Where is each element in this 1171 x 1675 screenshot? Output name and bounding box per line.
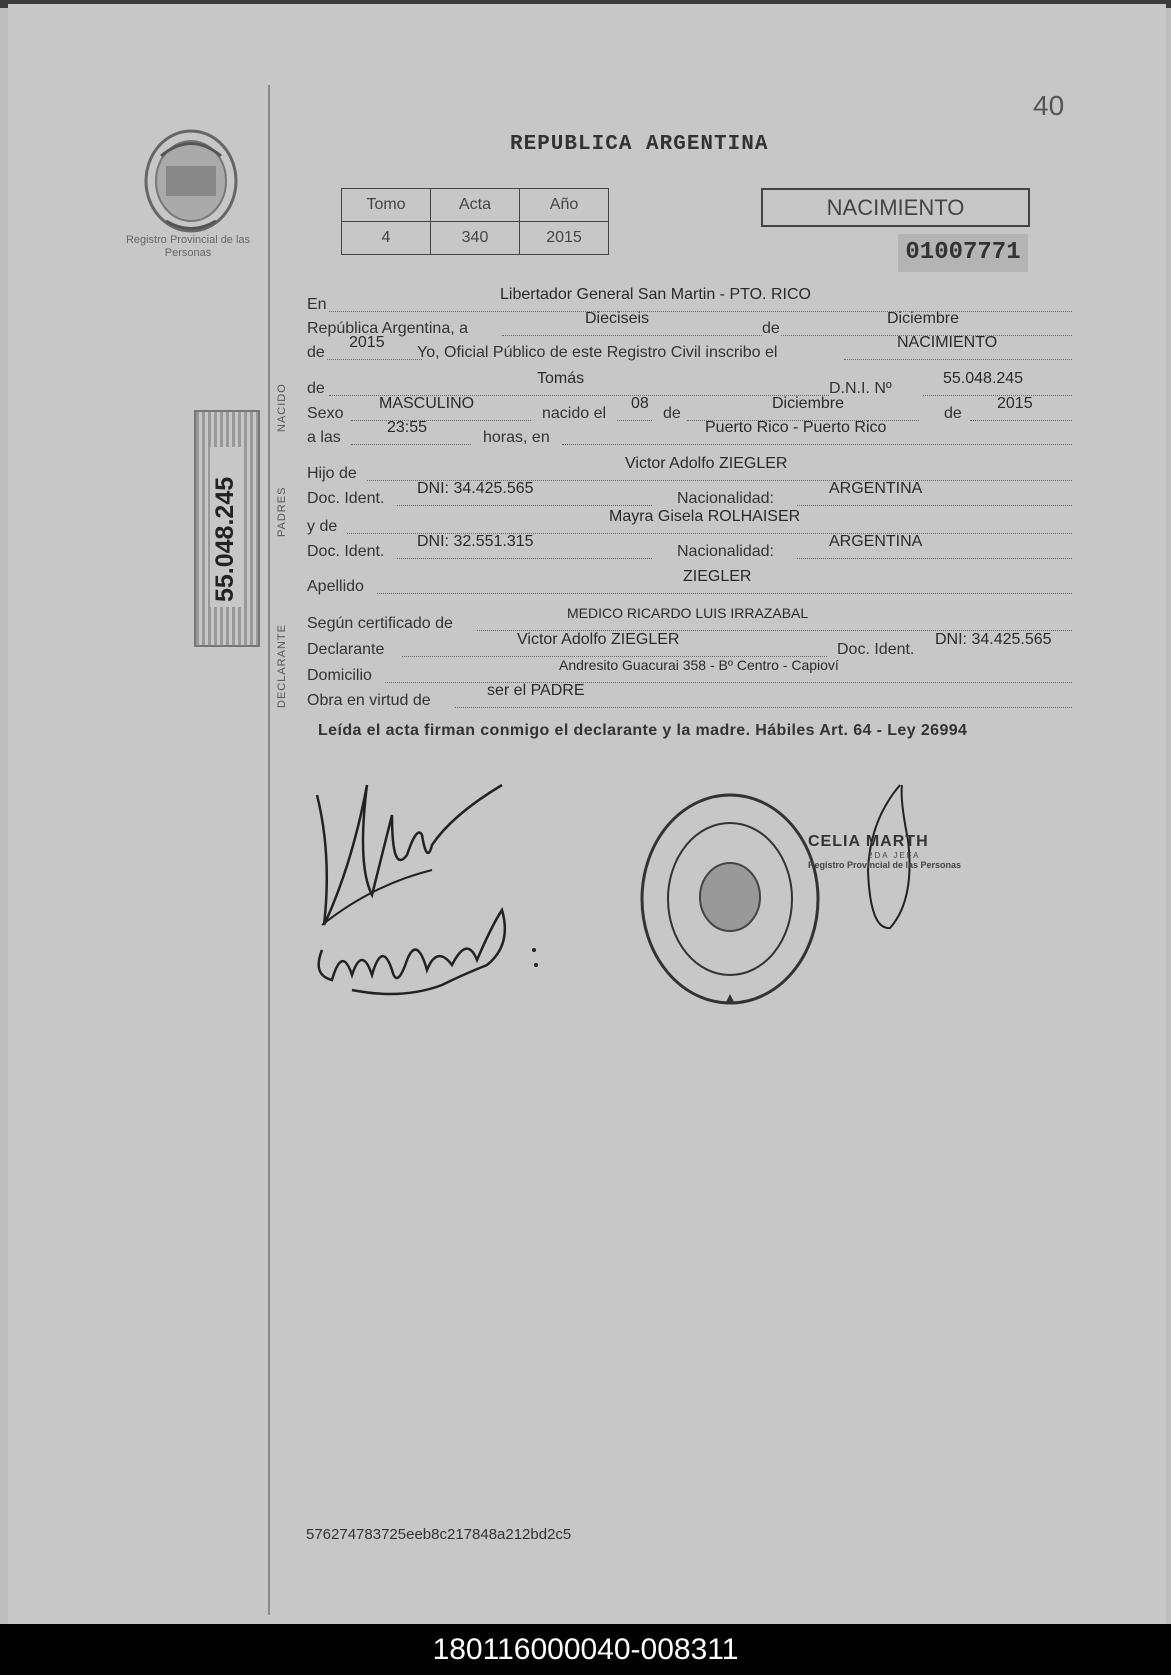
- value-dni: 55.048.245: [943, 370, 1024, 387]
- value-apellido: ZIEGLER: [683, 568, 752, 585]
- scan-footer-id: 180116000040-008311: [0, 1624, 1171, 1675]
- row-padre-doc: [307, 480, 1072, 510]
- serial-number: 01007771: [898, 234, 1028, 272]
- value-dia: Dieciseis: [585, 310, 650, 327]
- row-hora: [307, 419, 1072, 449]
- row-apellido: [307, 568, 1072, 598]
- label-yo: Yo, Oficial Público de este Registro Civil inscribo el: [417, 344, 778, 361]
- value-nac-mes: Diciembre: [772, 395, 845, 412]
- label-horas-en: horas, en: [483, 429, 550, 446]
- document-title: REPUBLICA ARGENTINA: [510, 133, 769, 156]
- dni-strip-number: 55.048.245: [211, 476, 239, 602]
- value-padre-nac: ARGENTINA: [829, 480, 923, 497]
- registry-table: [341, 188, 609, 255]
- row-domicilio: [307, 657, 1072, 687]
- label-declarante: Declarante: [307, 641, 385, 658]
- official-office: Registro Provincial de las Personas: [808, 860, 962, 870]
- value-padre: Victor Adolfo ZIEGLER: [625, 455, 788, 472]
- value-hora: 23:55: [387, 419, 428, 436]
- value-madre: Mayra Gisela ROLHAISER: [609, 508, 801, 525]
- value-declarante-doc: DNI: 34.425.565: [935, 631, 1052, 648]
- official-name: CELIA MARTH: [808, 833, 929, 850]
- value-nac-dia: 08: [631, 395, 649, 412]
- label-de-anio: de: [944, 405, 962, 422]
- label-apellido: Apellido: [307, 578, 364, 595]
- label-nacionalidad-2: Nacionalidad:: [677, 543, 774, 560]
- value-nac-anio: 2015: [997, 395, 1033, 412]
- value-tomo: 4: [342, 222, 431, 255]
- closing-statement: Leída el acta firman conmigo el declarante y la madre. Hábiles Art. 64 - Ley 26994: [318, 722, 968, 739]
- label-de2: de: [307, 344, 325, 361]
- label-nacionalidad: Nacionalidad:: [677, 490, 774, 507]
- label-de: de: [762, 320, 780, 337]
- row-virtud: [307, 682, 1072, 712]
- document-hash: 576274783725eeb8c217848a212bd2c5: [306, 1526, 572, 1543]
- label-segun: Según certificado de: [307, 615, 453, 632]
- value-certificado: MEDICO RICARDO LUIS IRRAZABAL: [567, 605, 809, 621]
- value-padre-doc: DNI: 34.425.565: [417, 480, 534, 497]
- value-anio: 2015: [520, 222, 609, 255]
- value-lugar: Libertador General San Martin - PTO. RICO: [500, 286, 811, 303]
- value-acta: 340: [431, 222, 520, 255]
- label-de-mes: de: [663, 405, 681, 422]
- dni-label-strip: [194, 410, 260, 647]
- label-obra: Obra en virtud de: [307, 692, 431, 709]
- value-domicilio: Andresito Guacurai 358 - Bº Centro - Capioví: [559, 657, 839, 673]
- label-nacido-el: nacido el: [542, 405, 607, 422]
- label-de-nombre: de: [307, 380, 325, 397]
- label-doc-ident-3: Doc. Ident.: [837, 641, 915, 658]
- value-sexo: MASCULINO: [379, 395, 475, 412]
- label-republica: República Argentina, a: [307, 320, 468, 337]
- official-role: 2DA JEFA: [868, 851, 921, 860]
- value-anio: 2015: [349, 334, 385, 351]
- label-en: En: [307, 296, 327, 313]
- row-inscribo: [307, 334, 1072, 364]
- row-madre-doc: [307, 533, 1072, 563]
- value-declarante: Victor Adolfo ZIEGLER: [517, 631, 680, 648]
- label-a-las: a las: [307, 429, 341, 446]
- seal-caption: Registro Provincial de las Personas: [125, 234, 251, 259]
- label-dni: D.N.I. Nº: [829, 380, 892, 397]
- header-acta: Acta: [431, 189, 520, 222]
- value-madre-nac: ARGENTINA: [829, 533, 923, 550]
- value-madre-doc: DNI: 32.551.315: [417, 533, 534, 550]
- value-mes: Diciembre: [887, 310, 960, 327]
- official-stamp-icon: [636, 789, 824, 1009]
- record-type-box: NACIMIENTO: [761, 188, 1030, 227]
- label-hijo-de: Hijo de: [307, 465, 357, 482]
- label-doc-ident: Doc. Ident.: [307, 490, 385, 507]
- value-inscribo: NACIMIENTO: [897, 334, 998, 351]
- label-sexo: Sexo: [307, 405, 344, 422]
- label-doc-ident-2: Doc. Ident.: [307, 543, 385, 560]
- label-domicilio: Domicilio: [307, 667, 372, 684]
- value-nombre: Tomás: [537, 370, 585, 387]
- header-anio: Año: [520, 189, 609, 222]
- mother-signature-icon: [312, 905, 542, 1000]
- value-lugar-nac: Puerto Rico - Puerto Rico: [705, 419, 887, 436]
- margin-rule: [268, 85, 270, 1615]
- value-virtud: ser el PADRE: [487, 682, 585, 699]
- page-number: 40: [1033, 90, 1065, 121]
- official-block: [808, 833, 1008, 870]
- header-tomo: Tomo: [342, 189, 431, 222]
- label-y-de: y de: [307, 518, 338, 535]
